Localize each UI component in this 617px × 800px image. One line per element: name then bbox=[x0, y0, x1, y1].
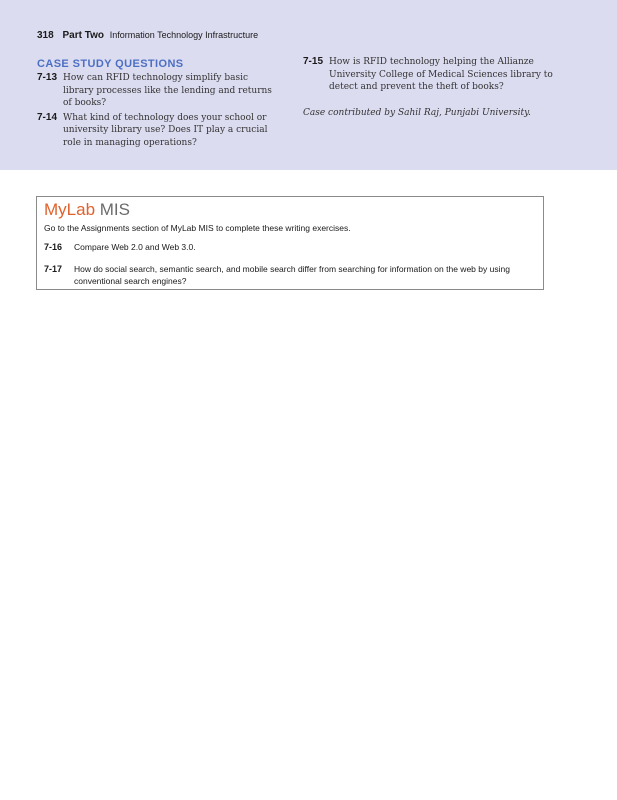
question-text: How can RFID technology simplify basic library processes like the lending and returns of books? bbox=[63, 73, 272, 108]
exercise-text: Compare Web 2.0 and Web 3.0. bbox=[74, 242, 196, 252]
question-text: How is RFID technology helping the Allianze University College of Medical Sciences library to detect and prevent the theft of books? bbox=[329, 57, 553, 92]
page-number: 318 bbox=[37, 30, 54, 41]
question-number: 7-14 bbox=[37, 111, 58, 123]
mylab-box bbox=[36, 196, 544, 290]
mylab-brand: MyLab bbox=[44, 200, 96, 219]
exercise-item bbox=[44, 263, 534, 287]
question-number: 7-15 bbox=[303, 56, 324, 67]
question-item bbox=[37, 72, 277, 110]
mylab-intro: Go to the Assignments section of MyLab MIS to complete these writing exercises. bbox=[44, 223, 351, 233]
mylab-heading bbox=[44, 200, 130, 220]
case-study-title: CASE STUDY QUESTIONS bbox=[37, 58, 184, 70]
question-number: 7-13 bbox=[37, 72, 58, 83]
question-text: What kind of technology does your school or university library use? Does IT play a crucial role in managing operations? bbox=[63, 112, 268, 148]
exercise-text: How do social search, semantic search, and mobile search differ from searching for information on the web by using conventional search engines? bbox=[74, 264, 510, 286]
question-item bbox=[303, 56, 553, 94]
part-label: Part Two bbox=[62, 30, 104, 41]
exercise-number: 7-16 bbox=[44, 242, 63, 252]
mylab-product: MIS bbox=[99, 200, 130, 219]
section-title: Information Technology Infrastructure bbox=[109, 30, 259, 40]
exercise-item bbox=[44, 241, 534, 253]
question-item bbox=[37, 112, 277, 150]
case-study-left-column bbox=[37, 58, 277, 151]
exercise-number: 7-17 bbox=[44, 264, 63, 274]
running-head bbox=[37, 30, 258, 41]
case-credit: Case contributed by Sahil Raj, Punjabi University. bbox=[303, 107, 531, 118]
case-study-right-column bbox=[303, 56, 553, 118]
